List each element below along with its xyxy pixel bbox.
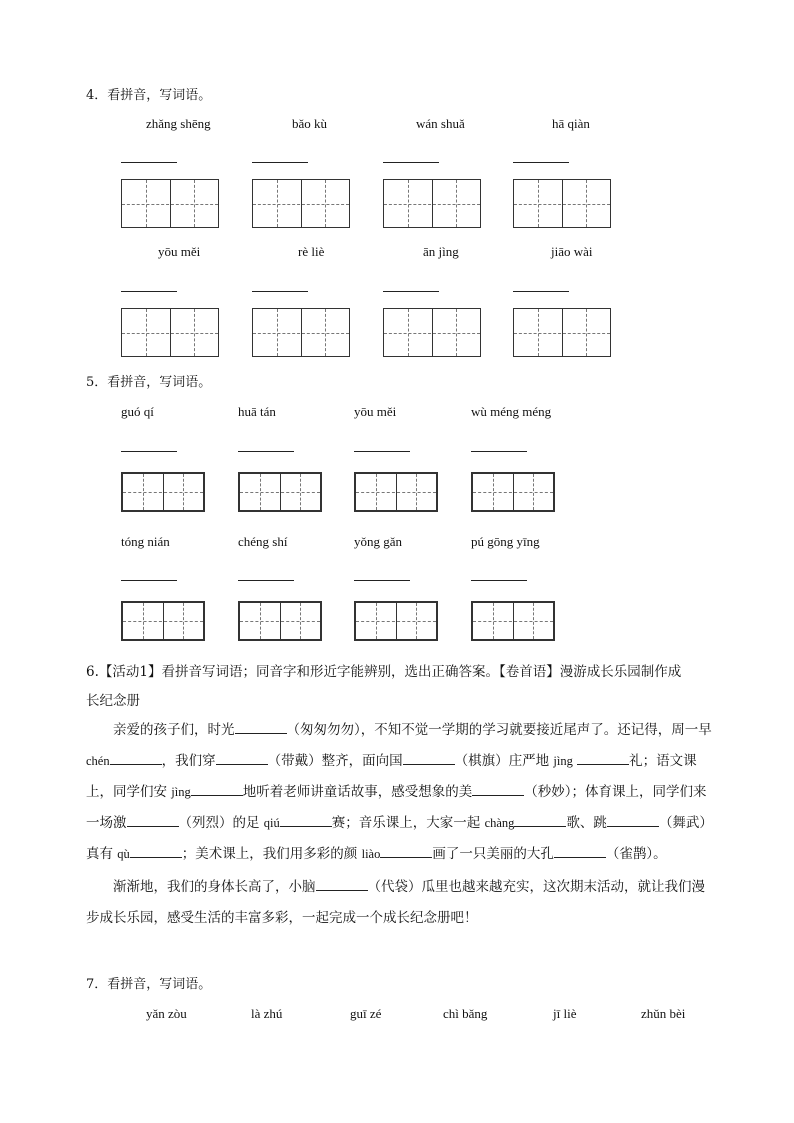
answer-line[interactable] [471, 580, 527, 581]
pinyin-hint: jìng [171, 785, 191, 799]
fill-blank[interactable] [110, 751, 162, 765]
text: （舞武）真有 [86, 815, 707, 862]
fill-blank[interactable] [472, 782, 524, 796]
fill-blank[interactable] [514, 813, 566, 827]
tianzige-box[interactable] [238, 472, 322, 512]
pinyin-label: pú gōng yīng [471, 534, 540, 549]
answer-line[interactable] [252, 162, 308, 163]
fill-blank[interactable] [607, 813, 659, 827]
fill-blank[interactable] [191, 782, 243, 796]
fill-blank[interactable] [577, 751, 629, 765]
fill-blank[interactable] [130, 844, 182, 858]
tianzige-box[interactable] [252, 179, 350, 228]
pinyin-label: yǎn zòu [146, 1006, 187, 1021]
pinyin-label: huā tán [238, 404, 276, 419]
pinyin-label: chì bǎng [443, 1006, 488, 1021]
answer-line[interactable] [354, 580, 410, 581]
q5-title: 5．看拼音，写词语。 [86, 375, 212, 390]
tianzige-box[interactable] [471, 472, 555, 512]
pinyin-label: jiāo wài [551, 244, 593, 259]
text: （棋旗）庄严地 [454, 753, 554, 769]
text: （带戴）整齐，面向国 [267, 753, 403, 769]
tianzige-box[interactable] [513, 179, 611, 228]
text: 礼；语文课上，同学们安 [86, 753, 697, 800]
text: ，我们穿 [161, 753, 216, 769]
pinyin-hint: liào [361, 847, 381, 861]
pinyin-hint: chàng [484, 816, 515, 830]
text: （匆匆勿勿），不知不觉一学期的学习就要接近尾声了。还记得，周一早 [286, 722, 712, 738]
q4-title: 4．看拼音，写词语。 [86, 88, 212, 103]
answer-line[interactable] [238, 580, 294, 581]
answer-line[interactable] [238, 451, 294, 452]
tianzige-box[interactable] [383, 308, 481, 357]
fill-blank[interactable] [280, 813, 332, 827]
tianzige-box[interactable] [252, 308, 350, 357]
pinyin-label: tóng nián [121, 534, 170, 549]
tianzige-box[interactable] [238, 601, 322, 641]
pinyin-label: yōu měi [354, 404, 397, 419]
text: 地听着老师讲童话故事，感受想象的美 [242, 784, 473, 800]
pinyin-label: wù méng méng [471, 404, 552, 419]
text: ；美术课上，我们用多彩的颜 [181, 846, 362, 862]
pinyin-label: zhǔn bèi [641, 1006, 686, 1021]
pinyin-hint: qiú [263, 816, 280, 830]
answer-line[interactable] [513, 291, 569, 292]
answer-line[interactable] [252, 291, 308, 292]
text: 亲爱的孩子们，时光 [113, 722, 235, 738]
pinyin-label: ān jìng [423, 244, 459, 259]
answer-line[interactable] [471, 451, 527, 452]
tianzige-box[interactable] [121, 601, 205, 641]
fill-blank[interactable] [316, 877, 368, 891]
pinyin-label: yōu měi [158, 244, 201, 259]
pinyin-label: guī zé [350, 1006, 382, 1021]
answer-line[interactable] [121, 291, 177, 292]
pinyin-label: jī liè [553, 1006, 577, 1021]
answer-line[interactable] [121, 451, 177, 452]
text: （代袋）瓜里也越来越充实，这次期末活动，就让我们漫步成长乐园，感受生活的丰富多彩，一起完成一个成长纪念册吧！ [86, 879, 705, 926]
q7-title: 7．看拼音，写词语。 [86, 977, 212, 992]
text: （雀鹊）。 [605, 846, 667, 862]
pinyin-label: guó qí [121, 404, 154, 419]
pinyin-label: rè liè [298, 244, 325, 259]
text: （秒妙）；体育课上，同学们来一场激 [86, 784, 707, 831]
text: （列烈）的足 [178, 815, 264, 831]
tianzige-box[interactable] [121, 308, 219, 357]
q6-paragraph-1 [86, 715, 712, 934]
pinyin-label: zhǎng shēng [146, 116, 211, 131]
pinyin-label: là zhú [251, 1006, 283, 1021]
q6-title-line2: 长纪念册 [86, 693, 140, 709]
answer-line[interactable] [121, 162, 177, 163]
pinyin-hint: jìng [553, 754, 573, 768]
pinyin-label: wán shuǎ [416, 116, 465, 131]
text: 画了一只美丽的大孔 [432, 846, 554, 862]
answer-line[interactable] [383, 162, 439, 163]
fill-blank[interactable] [403, 751, 455, 765]
fill-blank[interactable] [554, 844, 606, 858]
pinyin-label: hā qiàn [552, 116, 590, 131]
fill-blank[interactable] [216, 751, 268, 765]
answer-line[interactable] [121, 580, 177, 581]
tianzige-box[interactable] [471, 601, 555, 641]
tianzige-box[interactable] [354, 601, 438, 641]
tianzige-box[interactable] [121, 472, 205, 512]
tianzige-box[interactable] [121, 179, 219, 228]
pinyin-label: yǒng gǎn [354, 534, 403, 549]
text: 歌、跳 [566, 815, 607, 831]
fill-blank[interactable] [127, 813, 179, 827]
pinyin-label: chéng shí [238, 534, 288, 549]
pinyin-hint: qù [117, 847, 130, 861]
answer-line[interactable] [513, 162, 569, 163]
pinyin-label: bǎo kù [292, 116, 328, 131]
fill-blank[interactable] [380, 844, 432, 858]
fill-blank[interactable] [235, 720, 287, 734]
tianzige-box[interactable] [513, 308, 611, 357]
text: 赛；音乐课上，大家一起 [331, 815, 485, 831]
pinyin-hint: chén [86, 754, 110, 768]
text: 渐渐地，我们的身体长高了，小脑 [113, 879, 316, 895]
answer-line[interactable] [354, 451, 410, 452]
tianzige-box[interactable] [354, 472, 438, 512]
q6-title-line1: 6.【活动1】看拼音写词语；同音字和形近字能辨别，选出正确答案。【卷首语】漫游成长乐园制作成 [86, 664, 682, 680]
tianzige-box[interactable] [383, 179, 481, 228]
answer-line[interactable] [383, 291, 439, 292]
